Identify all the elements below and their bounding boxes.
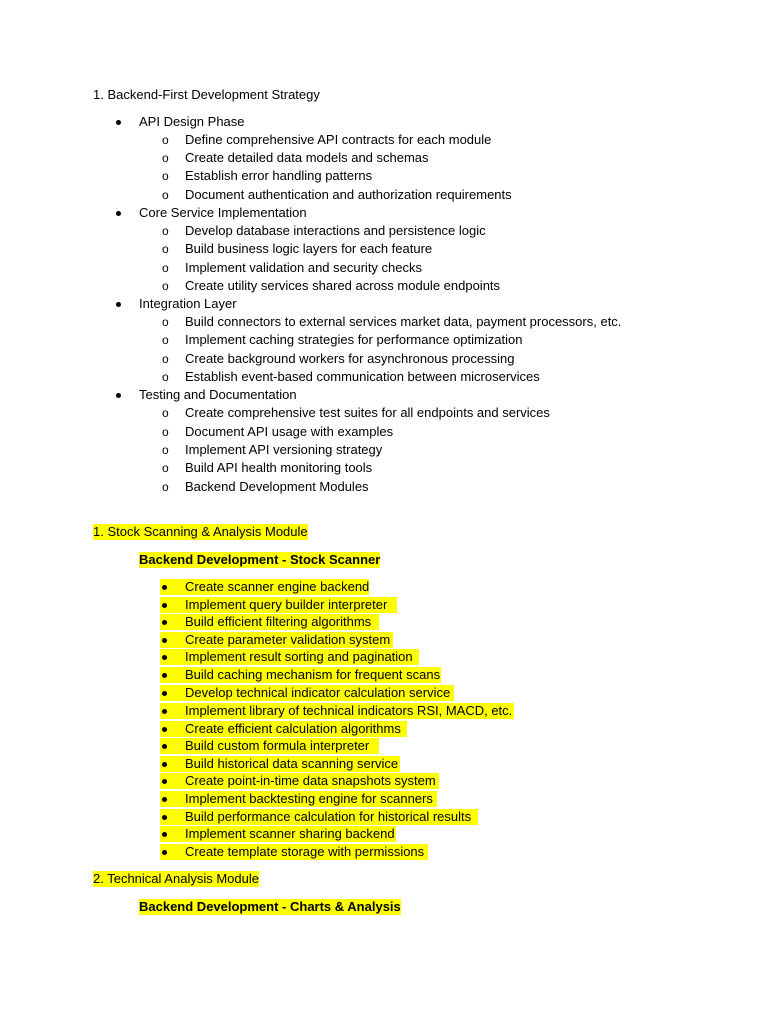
bullet-marker (162, 709, 167, 714)
bullet-marker (162, 744, 167, 749)
section-heading: 2. Technical Analysis Module (93, 871, 259, 886)
list-item: Establish error handling patterns (185, 168, 373, 183)
sub-bullet-marker: o (162, 133, 169, 147)
list-item: Create efficient calculation algorithms (185, 721, 401, 736)
list-item: Create utility services shared across module endpoints (185, 278, 501, 293)
group-label: Testing and Documentation (139, 387, 297, 402)
list-item: Build efficient filtering algorithms (185, 614, 372, 629)
list-item: Create template storage with permissions (185, 844, 425, 859)
list-item: Implement backtesting engine for scanners (185, 791, 433, 806)
bullet-marker (116, 302, 121, 307)
list-item: Create scanner engine backend (185, 579, 370, 594)
list-item: Build performance calculation for historical results (185, 809, 472, 824)
list-item: Implement validation and security checks (185, 260, 423, 275)
list-item: Create point-in-time data snapshots system (185, 773, 436, 788)
list-item: Create background workers for asynchronous processing (185, 351, 515, 366)
sub-bullet-marker: o (162, 224, 169, 238)
section-subheading: Backend Development - Stock Scanner (139, 552, 381, 567)
list-item: Implement caching strategies for performance optimization (185, 332, 523, 347)
sub-bullet-marker: o (162, 261, 169, 275)
bullet-marker (162, 797, 167, 802)
sub-bullet-marker: o (162, 480, 169, 494)
bullet-marker (162, 815, 167, 820)
list-item: Backend Development Modules (185, 479, 369, 494)
sub-bullet-marker: o (162, 315, 169, 329)
list-item: Create detailed data models and schemas (185, 150, 429, 165)
bullet-marker (162, 673, 167, 678)
list-item: Create parameter validation system (185, 632, 391, 647)
group-label: Integration Layer (139, 296, 237, 311)
sub-bullet-marker: o (162, 406, 169, 420)
bullet-marker (162, 655, 167, 660)
list-item: Implement scanner sharing backend (185, 826, 395, 841)
list-item: Build API health monitoring tools (185, 460, 373, 475)
sub-bullet-marker: o (162, 279, 169, 293)
section-subheading: Backend Development - Charts & Analysis (139, 899, 401, 914)
bullet-marker (162, 620, 167, 625)
group-label: API Design Phase (139, 114, 245, 129)
list-item: Implement query builder interpreter (185, 597, 388, 612)
section-heading: 1. Stock Scanning & Analysis Module (93, 524, 308, 539)
list-item: Implement library of technical indicators RSI, MACD, etc. (185, 703, 513, 718)
group-label: Core Service Implementation (139, 205, 307, 220)
bullet-marker (162, 638, 167, 643)
list-item: Develop technical indicator calculation service (185, 685, 451, 700)
bullet-marker (162, 603, 167, 608)
list-item: Implement result sorting and pagination (185, 649, 413, 664)
sub-bullet-marker: o (162, 352, 169, 366)
list-item: Define comprehensive API contracts for each module (185, 132, 492, 147)
list-item: Build custom formula interpreter (185, 738, 370, 753)
sub-bullet-marker: o (162, 333, 169, 347)
list-item: Establish event-based communication between microservices (185, 369, 540, 384)
sub-bullet-marker: o (162, 461, 169, 475)
sub-bullet-marker: o (162, 370, 169, 384)
bullet-marker (162, 762, 167, 767)
list-item: Document API usage with examples (185, 424, 394, 439)
list-item: Build connectors to external services market data, payment processors, etc. (185, 314, 622, 329)
bullet-marker (116, 120, 121, 125)
sub-bullet-marker: o (162, 169, 169, 183)
bullet-marker (162, 691, 167, 696)
bullet-marker (162, 850, 167, 855)
sub-bullet-marker: o (162, 443, 169, 457)
section-heading: 1. Backend-First Development Strategy (93, 87, 320, 102)
list-item: Develop database interactions and persistence logic (185, 223, 486, 238)
bullet-marker (162, 832, 167, 837)
sub-bullet-marker: o (162, 151, 169, 165)
bullet-marker (116, 211, 121, 216)
bullet-marker (162, 727, 167, 732)
sub-bullet-marker: o (162, 425, 169, 439)
list-item: Document authentication and authorization requirements (185, 187, 512, 202)
list-item: Implement API versioning strategy (185, 442, 383, 457)
sub-bullet-marker: o (162, 242, 169, 256)
sub-bullet-marker: o (162, 188, 169, 202)
bullet-marker (162, 585, 167, 590)
bullet-marker (116, 393, 121, 398)
list-item: Build business logic layers for each feature (185, 241, 433, 256)
list-item: Build historical data scanning service (185, 756, 399, 771)
list-item: Create comprehensive test suites for all endpoints and services (185, 405, 550, 420)
list-item: Build caching mechanism for frequent scans (185, 667, 441, 682)
bullet-marker (162, 779, 167, 784)
